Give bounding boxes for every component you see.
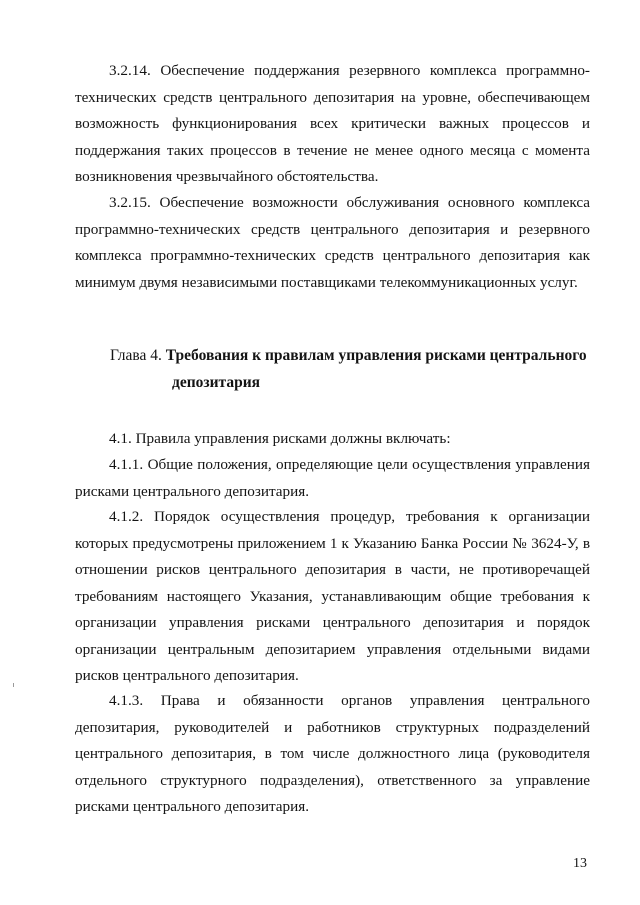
page-number: 13: [573, 856, 587, 871]
paragraph-4-1-2: 4.1.2. Порядок осуществления процедур, требования к организации которых предусмотрены приложением 1 к Указанию Банка России № 3624-У, в отношении рисков центрального депозитария в части, не противоречащей требованиям настоящего Указания, устанавливающим общие требования к организации управления рисками центрального депозитария и порядок организации центральным депозитарием управления отдельными видами рисков центрального депозитария.: [75, 508, 590, 684]
paragraph-4-1: 4.1. Правила управления рисками должны включать:: [109, 430, 451, 447]
scan-mark: [13, 683, 14, 687]
paragraph-4-1-1: 4.1.1. Общие положения, определяющие цели осуществления управления рисками центрального депозитария.: [75, 456, 590, 500]
paragraph-4-1-3: 4.1.3. Права и обязанности органов управления центрального депозитария, руководителей и работников структурных подразделений центрального депозитария, в том числе должностного лица (руководителя отдельного структурного подразделения), ответственного за управление рисками центрального депозитария.: [75, 692, 590, 815]
paragraph-3-2-15: 3.2.15. Обеспечение возможности обслуживания основного комплекса программно-технических средств центрального депозитария и резервного комплекса программно-технических средств центрального депозитария как минимум двумя независимыми поставщиками телекоммуникационных услуг.: [75, 194, 590, 291]
chapter-title-line1: Требования к правилам управления рисками центрального: [165, 347, 587, 364]
chapter-title-line2: депозитария: [172, 374, 261, 391]
paragraph-3-2-14: 3.2.14. Обеспечение поддержания резервного комплекса программно-технических средств центрального депозитария на уровне, обеспечивающем возможность функционирования всех критически важных процессов и поддержания таких процессов в течение не менее одного месяца с момента возникновения чрезвычайного обстоятельства.: [75, 62, 590, 185]
chapter-heading: [110, 342, 600, 396]
chapter-label: Глава 4.: [110, 347, 162, 364]
